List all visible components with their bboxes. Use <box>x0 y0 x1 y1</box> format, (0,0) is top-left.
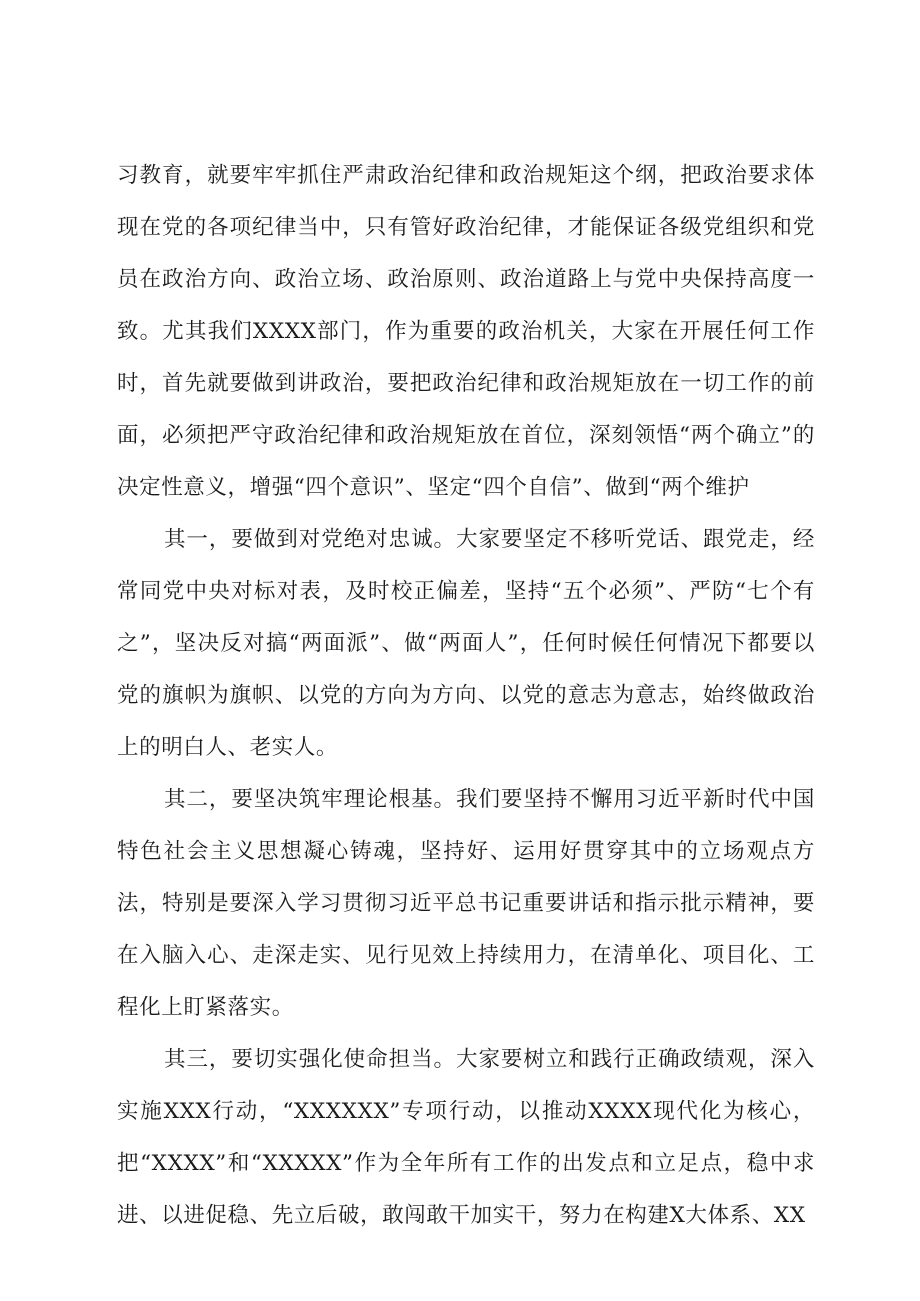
paragraph-point-one: 其一，要做到对党绝对忠诚。大家要坚定不移听党话、跟党走，经常同党中央对标对表，及时校正偏差，坚持“五个必须”、严防“七个有之”，坚决反对搞“两面派”、做“两面人”，任何时候任何情况下都要以党的旗帜为旗帜、以党的方向为方向、以党的意志为意志，始终做政治上的明白人、老实人。 <box>117 527 815 760</box>
paragraph-continued: 习教育，就要牢牢抓住严肃政治纪律和政治规矩这个纲，把政治要求体现在党的各项纪律当中，只有管好政治纪律，才能保证各级党组织和党员在政治方向、政治立场、政治原则、政治道路上与党中央保持高度一致。尤其我们XXXX部门，作为重要的政治机关，大家在开展任何工作时，首先就要做到讲政治，要把政治纪律和政治规矩放在一切工作的前面，必须把严守政治纪律和政治规矩放在首位，深刻领悟“两个确立”的决定性意义，增强“四个意识”、坚定“四个自信”、做到“两个维护 <box>117 163 815 500</box>
paragraph-point-three: 其三，要切实强化使命担当。大家要树立和践行正确政绩观，深入实施XXX行动，“XXXXXX”专项行动，以推动XXXX现代化为核心，把“XXXX”和“XXXXX”作为全年所有工作的出发点和立足点，稳中求进、以进促稳、先立后破，敢闯敢干加实干，努力在构建X大体系、XX <box>117 1047 815 1228</box>
document-body <box>117 150 815 1242</box>
paragraph-point-two: 其二，要坚决筑牢理论根基。我们要坚持不懈用习近平新时代中国特色社会主义思想凝心铸魂，坚持好、运用好贯穿其中的立场观点方法，特别是要深入学习贯彻习近平总书记重要讲话和指示批示精神，要在入脑入心、走深走实、见行见效上持续用力，在清单化、项目化、工程化上盯紧落实。 <box>117 787 815 1020</box>
